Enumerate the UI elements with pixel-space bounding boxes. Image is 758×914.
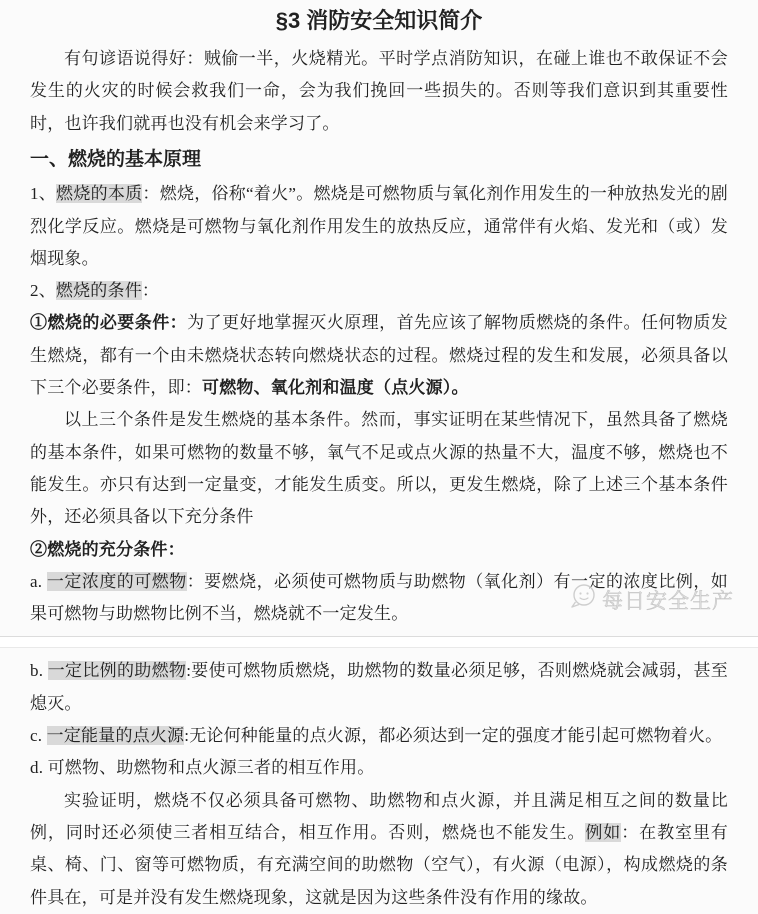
page-divider <box>0 636 758 648</box>
paragraph <box>30 43 728 140</box>
paragraph <box>30 655 728 720</box>
highlighted-term: 一定浓度的可燃物 <box>46 571 187 591</box>
text-run: :无论何种能量的点火源，都必须达到一定的强度才能引起可燃物着火。 <box>184 726 723 746</box>
text-run: 有句谚语说得好：贼偷一半，火烧精光。平时学点消防知识，在碰上谁也不敢保证不会发生的火灾的时候会救我们一命，会为我们挽回一些损失的。否则等我们意识到其重要性时，也许我们就再也没有机会来学习了。 <box>30 49 728 133</box>
text-run: :要使可燃物质燃烧，助燃物的数量必须足够，否则燃烧就会减弱，甚至熄灭。 <box>30 661 728 713</box>
text-run: 以上三个条件是发生燃烧的基本条件。然而，事实证明在某些情况下，虽然具备了燃烧的基本条件，如果可燃物的数量不够，氧气不足或点火源的热量不大，温度不够，燃烧也不能发生。亦只有达到一定量变，才能发生质变。所以，更发生燃烧，除了上述三个基本条件外，还必须具备以下充分条件 <box>30 410 728 527</box>
paragraph <box>30 307 728 404</box>
watermark-label: 每日安全生产 <box>602 589 734 613</box>
text-run: 为了更好地掌握灭火原理，首先应该了解物质燃烧的条件。任何物质发生燃烧，都有一个由未燃烧状态转向燃烧状态的过程。燃烧过程的发生和发展，必须具备以下三个必要条件，即： <box>30 313 728 398</box>
bold-text-run: 可燃物、氧化剂和温度（点火源）。 <box>202 378 469 398</box>
paragraph <box>30 404 728 533</box>
text-run: a. <box>30 571 47 591</box>
text-run: ：燃烧，俗称“着火”。燃烧是可燃物质与氧化剂作用发生的一种放热发光的剧烈化学反应。燃烧是可燃物与氧化剂作用发生的放热反应，通常伴有火焰、发光和（或）发烟现象。 <box>30 184 728 268</box>
paragraph <box>30 534 728 566</box>
text-run: ： <box>141 281 160 301</box>
text-run: 一、燃烧的基本原理 <box>30 148 202 170</box>
text-run: d. 可燃物、助燃物和点火源三者的相互作用。 <box>30 758 375 778</box>
paragraph <box>30 178 728 275</box>
text-run: ：要燃烧，必须使可燃物质与助燃物（氧化剂）有一定的浓度比例，如果可燃物与助燃物比例不当，燃烧就不一定发生。 <box>30 571 728 624</box>
paragraph <box>30 720 728 752</box>
highlighted-term: 燃烧的本质 <box>56 184 143 204</box>
highlighted-term: 一定能量的点火源 <box>46 726 185 746</box>
text-run: 1、 <box>30 184 57 204</box>
paragraph <box>30 785 728 914</box>
bold-text-run: ①燃烧的必要条件： <box>30 313 188 333</box>
text-run: c. <box>30 726 47 746</box>
paragraph <box>30 566 728 631</box>
text-run: 2、 <box>30 281 56 301</box>
highlighted-term: 一定比例的助燃物 <box>47 661 187 681</box>
document-title: §3 消防安全知识简介 <box>275 8 483 33</box>
paragraph <box>30 275 728 307</box>
text-run: ：在教室里有桌、椅、门、窗等可燃物质，有充满空间的助燃物（空气），有火源（电源），构成燃烧的条件具在，可是并没有发生燃烧现象，这就是因为这些条件没有作用的缘故。 <box>30 822 729 907</box>
text-run: 实验证明，燃烧不仅必须具备可燃物、助燃物和点火源，并且满足相互之间的数量比例，同时还必须使三者相互结合，相互作用。否则，燃烧也不能发生。 <box>30 790 728 842</box>
highlighted-term: 例如 <box>585 822 622 842</box>
highlighted-term: 燃烧的条件 <box>55 281 142 301</box>
paragraph <box>30 752 728 784</box>
document-body <box>30 43 728 914</box>
bold-text-run: ②燃烧的充分条件： <box>30 539 185 559</box>
text-run: b. <box>30 661 48 681</box>
section-heading <box>30 145 728 175</box>
